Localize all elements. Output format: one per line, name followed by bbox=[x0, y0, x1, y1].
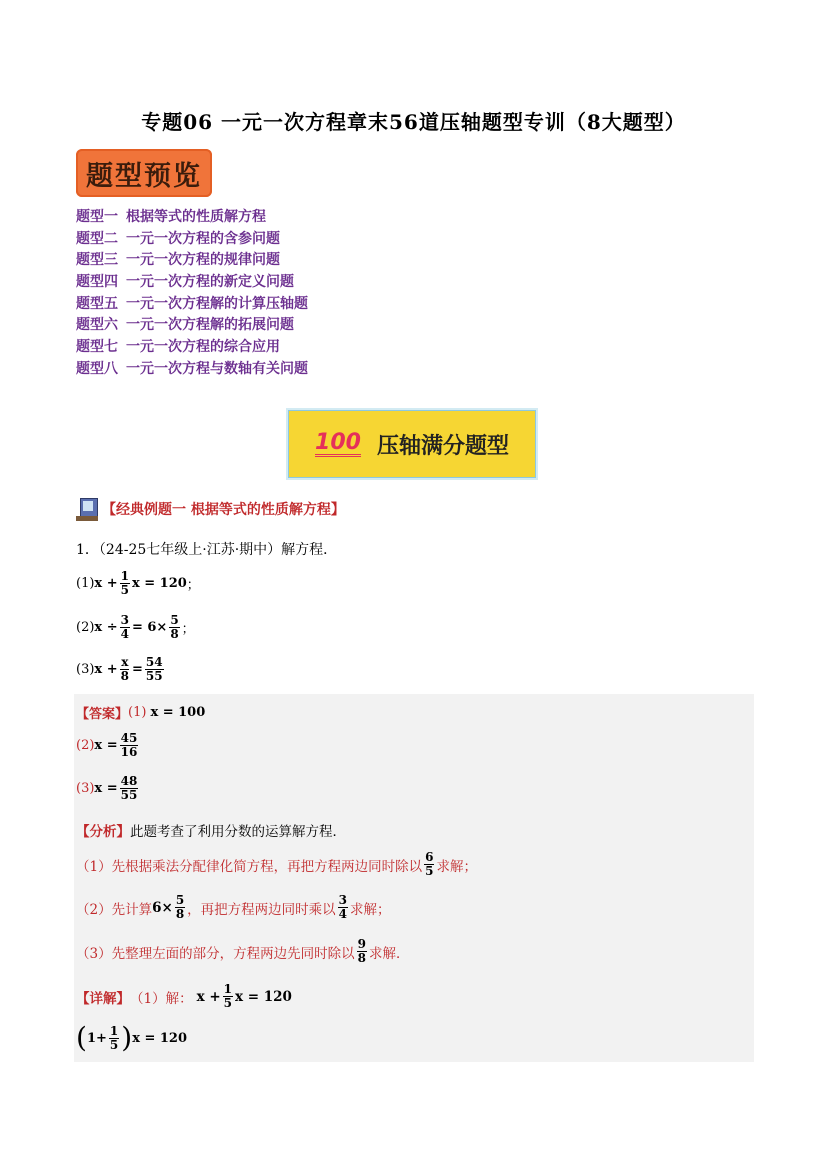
expr: x + bbox=[94, 662, 118, 677]
analysis-tag: 【分析】 bbox=[76, 824, 130, 840]
fraction: $\frac{3}{4}$ bbox=[338, 893, 348, 921]
answer-value: x = bbox=[94, 781, 118, 796]
punct: ； bbox=[186, 578, 200, 593]
topic-label: 题型一 bbox=[76, 209, 118, 225]
analysis-text: （3）先整理左面的部分，方程两边先同时除以 bbox=[76, 945, 355, 962]
expr: = 6× bbox=[131, 620, 168, 635]
topic-list bbox=[76, 207, 308, 381]
topic-item bbox=[76, 337, 308, 359]
expr: x + bbox=[94, 576, 118, 591]
fraction: $\frac{48}{55}$ bbox=[120, 774, 138, 802]
topic-label: 题型四 bbox=[76, 274, 118, 291]
topic-text: 根据等式的性质解方程 bbox=[126, 209, 266, 225]
fraction: $\frac{1}{5}$ bbox=[109, 1023, 119, 1052]
expr: x = 120 bbox=[132, 1030, 188, 1046]
expr: = bbox=[131, 662, 143, 677]
topic-text: 一元一次方程的含参问题 bbox=[126, 230, 280, 247]
problem-label: (3) bbox=[76, 662, 95, 677]
expr: x + bbox=[196, 988, 221, 1005]
detail-line-2 bbox=[76, 1021, 188, 1054]
analysis-text: 求解； bbox=[350, 901, 391, 918]
question-text: 1．（24-25七年级上·江苏·期中）解方程． bbox=[76, 542, 338, 558]
expr: 6× bbox=[152, 899, 173, 916]
section-banner bbox=[288, 410, 536, 478]
expr: x = 120 bbox=[131, 576, 187, 591]
answer-label: (2) bbox=[76, 738, 95, 753]
analysis-text: （1）先根据乘法分配律化简方程，再把方程两边同时除以 bbox=[76, 858, 423, 875]
fraction: $\frac{3}{4}$ bbox=[120, 613, 129, 641]
preview-badge-label: 题型预览 bbox=[86, 160, 202, 192]
topic-text: 一元一次方程与数轴有关问题 bbox=[126, 360, 308, 377]
topic-label: 题型八 bbox=[76, 360, 118, 377]
fraction: $\frac{9}{8}$ bbox=[357, 937, 366, 965]
analysis-text: 求解． bbox=[368, 945, 410, 962]
detail-line-1 bbox=[76, 983, 292, 1010]
topic-item bbox=[76, 229, 308, 251]
answer-label: (3) bbox=[76, 781, 95, 796]
topic-item bbox=[76, 294, 308, 316]
fraction: $\frac{54}{55}$ bbox=[145, 655, 163, 683]
example-title: 【经典例题一 根据等式的性质解方程】 bbox=[102, 502, 345, 518]
paren: ) bbox=[121, 1021, 133, 1054]
fraction: $\frac{1}{5}$ bbox=[223, 982, 233, 1010]
book-icon bbox=[76, 496, 98, 522]
topic-item bbox=[76, 272, 308, 294]
answer-line-3 bbox=[76, 775, 140, 802]
page-title: 专题06 一元一次方程章末56道压轴题型专训（8大题型） bbox=[141, 110, 686, 134]
answer-label: (1) bbox=[128, 705, 147, 720]
topic-text: 一元一次方程的规律问题 bbox=[126, 252, 280, 269]
detail-text: （1）解： bbox=[130, 990, 193, 1007]
fraction: $\frac{5}{8}$ bbox=[175, 893, 185, 921]
preview-badge bbox=[76, 149, 212, 197]
expr: x = 120 bbox=[235, 988, 292, 1005]
answer-line-2 bbox=[76, 732, 140, 759]
fraction: $\frac{45}{16}$ bbox=[120, 731, 138, 759]
answer-tag: 【答案】 bbox=[76, 707, 129, 722]
answer-value: x = 100 bbox=[150, 705, 206, 720]
analysis-text: （2）先计算 bbox=[76, 901, 153, 918]
topic-text: 一元一次方程的综合应用 bbox=[126, 339, 280, 356]
problem-1 bbox=[76, 570, 200, 597]
example-heading bbox=[76, 496, 345, 522]
topic-item bbox=[76, 207, 308, 229]
topic-text: 一元一次方程的新定义问题 bbox=[126, 274, 294, 291]
topic-label: 题型五 bbox=[76, 295, 118, 312]
analysis-step-2 bbox=[76, 894, 391, 921]
analysis-text: ，再把方程两边同时乘以 bbox=[187, 901, 336, 918]
topic-label: 题型六 bbox=[76, 317, 118, 334]
section-banner-text: 压轴满分题型 bbox=[376, 433, 509, 459]
expr: x ÷ bbox=[94, 620, 118, 635]
analysis-step-3 bbox=[76, 938, 409, 965]
problem-label: (2) bbox=[76, 620, 95, 635]
detail-tag: 【详解】 bbox=[76, 990, 130, 1007]
fraction: $\frac{1}{5}$ bbox=[120, 569, 129, 597]
topic-label: 题型三 bbox=[76, 252, 118, 269]
problem-label: (1) bbox=[76, 576, 95, 591]
fraction: $\frac{5}{8}$ bbox=[170, 613, 179, 641]
fraction: $\frac{6}{5}$ bbox=[425, 850, 434, 878]
paren: ( bbox=[76, 1021, 87, 1054]
topic-label: 题型七 bbox=[76, 339, 118, 356]
answer-line-1 bbox=[76, 703, 205, 722]
topic-item bbox=[76, 250, 308, 272]
topic-item bbox=[76, 359, 308, 381]
problem-3 bbox=[76, 656, 166, 683]
analysis-text: 求解； bbox=[436, 858, 477, 875]
answer-value: x = bbox=[94, 738, 118, 753]
topic-text: 一元一次方程解的计算压轴题 bbox=[126, 295, 308, 312]
topic-item bbox=[76, 315, 308, 337]
topic-text: 一元一次方程解的拓展问题 bbox=[126, 317, 294, 334]
analysis-step-1 bbox=[76, 851, 477, 878]
analysis-line bbox=[76, 820, 346, 840]
fraction: $\frac{x}{8}$ bbox=[120, 655, 129, 683]
analysis-intro: 此题考查了利用分数的运算解方程． bbox=[130, 824, 346, 840]
hundred-points-icon: 100 bbox=[315, 429, 361, 455]
topic-label: 题型二 bbox=[76, 230, 118, 247]
expr: 1+ bbox=[86, 1030, 107, 1046]
punct: ； bbox=[181, 622, 195, 637]
problem-2 bbox=[76, 614, 195, 641]
